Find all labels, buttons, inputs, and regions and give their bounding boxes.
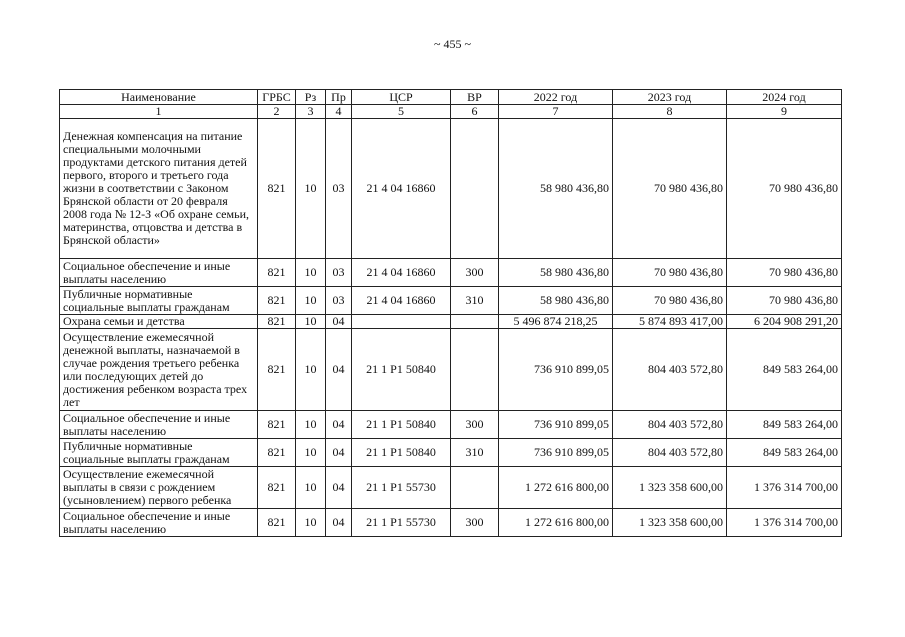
header-csr: ЦСР — [352, 90, 451, 105]
row-pr: 04 — [326, 329, 352, 411]
table-row — [60, 287, 842, 315]
row-grbs: 821 — [258, 315, 296, 329]
row-2023: 804 403 572,80 — [613, 329, 727, 411]
header-2023: 2023 год — [613, 90, 727, 105]
row-vr — [451, 119, 499, 259]
row-grbs: 821 — [258, 287, 296, 315]
column-index: 6 — [451, 105, 499, 119]
row-rz: 10 — [296, 119, 326, 259]
row-pr: 04 — [326, 315, 352, 329]
row-2023: 70 980 436,80 — [613, 119, 727, 259]
column-index: 7 — [499, 105, 613, 119]
row-2024: 1 376 314 700,00 — [727, 467, 842, 509]
header-vr: ВР — [451, 90, 499, 105]
header-2024: 2024 год — [727, 90, 842, 105]
row-2024: 6 204 908 291,20 — [727, 315, 842, 329]
row-grbs: 821 — [258, 119, 296, 259]
column-index: 4 — [326, 105, 352, 119]
row-csr: 21 4 04 16860 — [352, 259, 451, 287]
row-vr: 310 — [451, 287, 499, 315]
row-rz: 10 — [296, 411, 326, 439]
row-csr: 21 1 P1 55730 — [352, 467, 451, 509]
row-grbs: 821 — [258, 467, 296, 509]
row-grbs: 821 — [258, 411, 296, 439]
row-name: Публичные нормативные социальные выплаты гражданам — [60, 439, 258, 467]
page-number: ~ 455 ~ — [434, 37, 471, 51]
row-pr: 03 — [326, 287, 352, 315]
row-vr: 300 — [451, 259, 499, 287]
row-grbs: 821 — [258, 329, 296, 411]
column-index: 9 — [727, 105, 842, 119]
table-row — [60, 411, 842, 439]
table-row — [60, 439, 842, 467]
row-pr: 04 — [326, 411, 352, 439]
row-2024: 849 583 264,00 — [727, 329, 842, 411]
row-2024: 70 980 436,80 — [727, 287, 842, 315]
column-index: 1 — [60, 105, 258, 119]
row-2022: 736 910 899,05 — [499, 329, 613, 411]
row-rz: 10 — [296, 439, 326, 467]
table-row — [60, 119, 842, 259]
row-2024: 849 583 264,00 — [727, 439, 842, 467]
row-2022: 1 272 616 800,00 — [499, 467, 613, 509]
row-csr: 21 1 P1 50840 — [352, 329, 451, 411]
row-csr: 21 1 P1 50840 — [352, 439, 451, 467]
row-csr: 21 4 04 16860 — [352, 119, 451, 259]
row-rz: 10 — [296, 287, 326, 315]
row-csr: 21 4 04 16860 — [352, 287, 451, 315]
row-pr: 04 — [326, 509, 352, 537]
table-row — [60, 467, 842, 509]
header-pr: Пр — [326, 90, 352, 105]
row-2022: 1 272 616 800,00 — [499, 509, 613, 537]
row-2023: 70 980 436,80 — [613, 287, 727, 315]
row-vr: 300 — [451, 411, 499, 439]
row-rz: 10 — [296, 259, 326, 287]
row-name: Социальное обеспечение и иные выплаты населению — [60, 259, 258, 287]
table-row — [60, 329, 842, 411]
row-2023: 70 980 436,80 — [613, 259, 727, 287]
row-rz: 10 — [296, 467, 326, 509]
column-index: 5 — [352, 105, 451, 119]
row-name: Социальное обеспечение и иные выплаты населению — [60, 411, 258, 439]
row-name: Осуществление ежемесячной выплаты в связи с рождением (усыновлением) первого ребенка — [60, 467, 258, 509]
header-grbs: ГРБС — [258, 90, 296, 105]
row-2023: 1 323 358 600,00 — [613, 509, 727, 537]
row-name: Публичные нормативные социальные выплаты гражданам — [60, 287, 258, 315]
row-name: Осуществление ежемесячной денежной выплаты, назначаемой в случае рождения третьего ребенка или последующих детей до достижения ребенком возраста трех лет — [60, 329, 258, 411]
row-2022: 58 980 436,80 — [499, 259, 613, 287]
row-csr — [352, 315, 451, 329]
row-csr: 21 1 P1 50840 — [352, 411, 451, 439]
row-2023: 804 403 572,80 — [613, 411, 727, 439]
row-pr: 04 — [326, 467, 352, 509]
header-name: Наименование — [60, 90, 258, 105]
row-vr — [451, 329, 499, 411]
table-row — [60, 315, 842, 329]
column-index: 2 — [258, 105, 296, 119]
row-name: Социальное обеспечение и иные выплаты населению — [60, 509, 258, 537]
row-2022: 736 910 899,05 — [499, 411, 613, 439]
row-vr — [451, 315, 499, 329]
row-2022: 58 980 436,80 — [499, 119, 613, 259]
row-pr: 03 — [326, 259, 352, 287]
row-2024: 70 980 436,80 — [727, 259, 842, 287]
row-rz: 10 — [296, 509, 326, 537]
row-2024: 849 583 264,00 — [727, 411, 842, 439]
column-index: 3 — [296, 105, 326, 119]
budget-table — [59, 89, 842, 537]
row-2023: 5 874 893 417,00 — [613, 315, 727, 329]
row-name: Денежная компенсация на питание специальными молочными продуктами детского питания детей первого, второго и третьего года жизни в соответствии с Законом Брянской области от 20 февраля 2008 года № 12-З «Об охране семьи, материнства, отцовства и детства в Брянской области» — [60, 119, 258, 259]
row-vr — [451, 467, 499, 509]
row-grbs: 821 — [258, 259, 296, 287]
row-pr: 03 — [326, 119, 352, 259]
row-2022: 736 910 899,05 — [499, 439, 613, 467]
header-rz: Рз — [296, 90, 326, 105]
header-2022: 2022 год — [499, 90, 613, 105]
row-2022: 58 980 436,80 — [499, 287, 613, 315]
row-2024: 70 980 436,80 — [727, 119, 842, 259]
row-2024: 1 376 314 700,00 — [727, 509, 842, 537]
row-vr: 310 — [451, 439, 499, 467]
column-index-row — [60, 105, 842, 119]
row-rz: 10 — [296, 329, 326, 411]
row-grbs: 821 — [258, 439, 296, 467]
row-rz: 10 — [296, 315, 326, 329]
row-2022: 5 496 874 218,25 — [499, 315, 613, 329]
table-row — [60, 259, 842, 287]
row-csr: 21 1 P1 55730 — [352, 509, 451, 537]
table-row — [60, 509, 842, 537]
row-grbs: 821 — [258, 509, 296, 537]
header-row — [60, 90, 842, 105]
row-2023: 1 323 358 600,00 — [613, 467, 727, 509]
row-pr: 04 — [326, 439, 352, 467]
row-2023: 804 403 572,80 — [613, 439, 727, 467]
row-vr: 300 — [451, 509, 499, 537]
row-name: Охрана семьи и детства — [60, 315, 258, 329]
column-index: 8 — [613, 105, 727, 119]
